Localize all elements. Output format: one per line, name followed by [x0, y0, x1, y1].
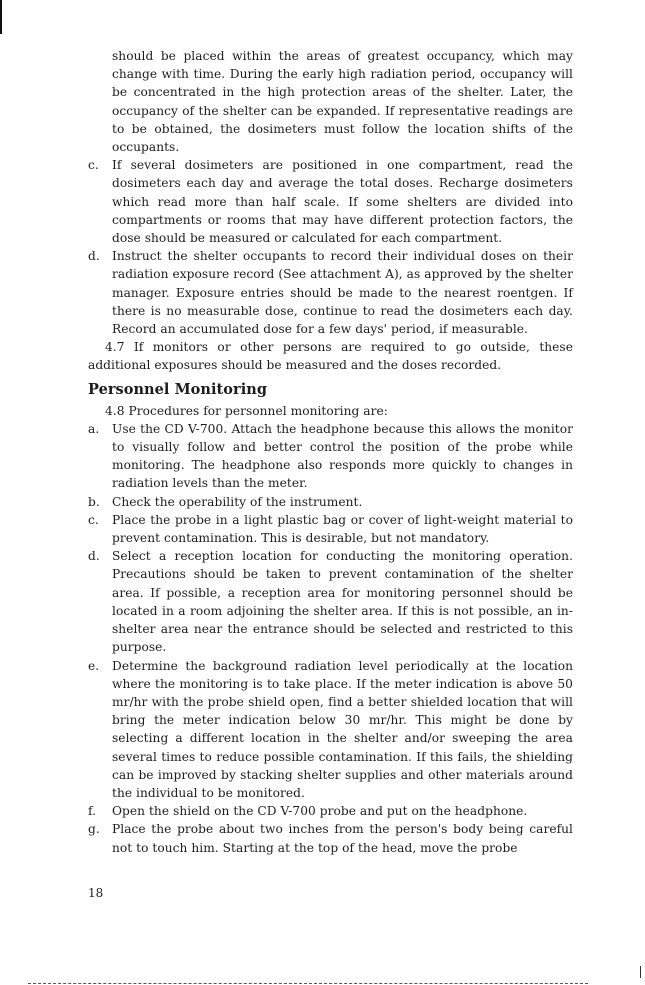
list-item-d2 — [88, 547, 573, 656]
section-heading: Personnel Monitoring — [88, 380, 268, 398]
list-item-label: c. — [88, 512, 99, 527]
list-item-text: Select a reception location for conducting the monitoring operation. Precautions should be taken to prevent contamination of the shelter area. If possible, a reception area for monitoring personnel should be located in a room adjoining the shelter area. If this is not possible, an in-shelter area near the entrance should be selected and restricted to this purpose. — [112, 549, 573, 655]
paragraph-4-7: 4.7 If monitors or other persons are required to go outside, these additional exposures should be measured and the doses recorded. — [88, 340, 573, 373]
lead-paragraph: should be placed within the areas of greatest occupancy, which may change with time. During the early high radiation period, occupancy will be concentrated in the high protection areas of the shelter. Later, the occupancy of the shelter can be expanded. If representative readings are to be obtained, the dosimeters must follow the location shifts of the occupants. — [112, 49, 573, 155]
list-item-d — [88, 247, 573, 338]
list-item-text: Place the probe about two inches from the person's body being careful not to touch him. Starting at the top of the head, move the probe — [112, 822, 573, 855]
list-item-c — [88, 156, 573, 247]
list-item-label: d. — [88, 549, 100, 564]
page-body — [88, 47, 573, 857]
paragraph-4-8: 4.8 Procedures for personnel monitoring are: — [105, 403, 388, 418]
list-item-text: If several dosimeters are positioned in one compartment, read the dosimeters each day and average the total doses. Recharge dosimeters which read more than half scale. If some shelters are divided into compartments or rooms that may have different protection factors, the dose should be measured or calculated for each compartment. — [112, 158, 573, 246]
scan-edge-mark — [0, 0, 2, 34]
list-item-g — [88, 820, 573, 856]
scan-bottom-rule — [28, 983, 588, 984]
list-item-e — [88, 657, 573, 803]
list-item-label: a. — [88, 421, 100, 436]
list-item-label: b. — [88, 494, 100, 509]
list-item-label: g. — [88, 822, 100, 837]
list-item-text: Open the shield on the CD V-700 probe and put on the headphone. — [112, 804, 528, 819]
list-item-text: Check the operability of the instrument. — [112, 494, 363, 509]
list-item-b — [88, 493, 573, 511]
page-number: 18 — [88, 886, 104, 900]
list-item-text: Use the CD V-700. Attach the headphone because this allows the monitor to visually follow and better control the position of the probe while monitoring. The headphone also responds more quickly to changes in radiation levels than the meter. — [112, 421, 573, 491]
scan-tick-mark — [640, 966, 641, 978]
list-item-label: c. — [88, 158, 99, 173]
list-item-text: Instruct the shelter occupants to record their individual doses on their radiation exposure record (See attachment A), as approved by the shelter manager. Exposure entries should be made to the nearest roentgen. If there is no measurable dose, continue to read the dosimeters each day. Record an accumulated dose for a few days' period, if measurable. — [112, 249, 573, 337]
list-item-text: Place the probe in a light plastic bag or cover of light-weight material to prevent contamination. This is desirable, but not mandatory. — [112, 512, 573, 546]
list-item-a — [88, 420, 573, 493]
list-item-label: f. — [88, 804, 97, 819]
list-item-label: d. — [88, 249, 100, 264]
list-item-c2 — [88, 511, 573, 547]
list-item-f — [88, 802, 573, 820]
list-item-text: Determine the background radiation level periodically at the location where the monitoring is to take place. If the meter indication is above 50 mr/hr with the probe shield open, find a better shielded location that will bring the meter indication below 30 mr/hr. This might be done by selecting a different location in the shelter and/or sweeping the area several times to reduce possible contamination. If this fails, the shielding can be improved by stacking shelter supplies and other materials around the individual to be monitored. — [112, 658, 573, 800]
list-item-label: e. — [88, 658, 100, 673]
